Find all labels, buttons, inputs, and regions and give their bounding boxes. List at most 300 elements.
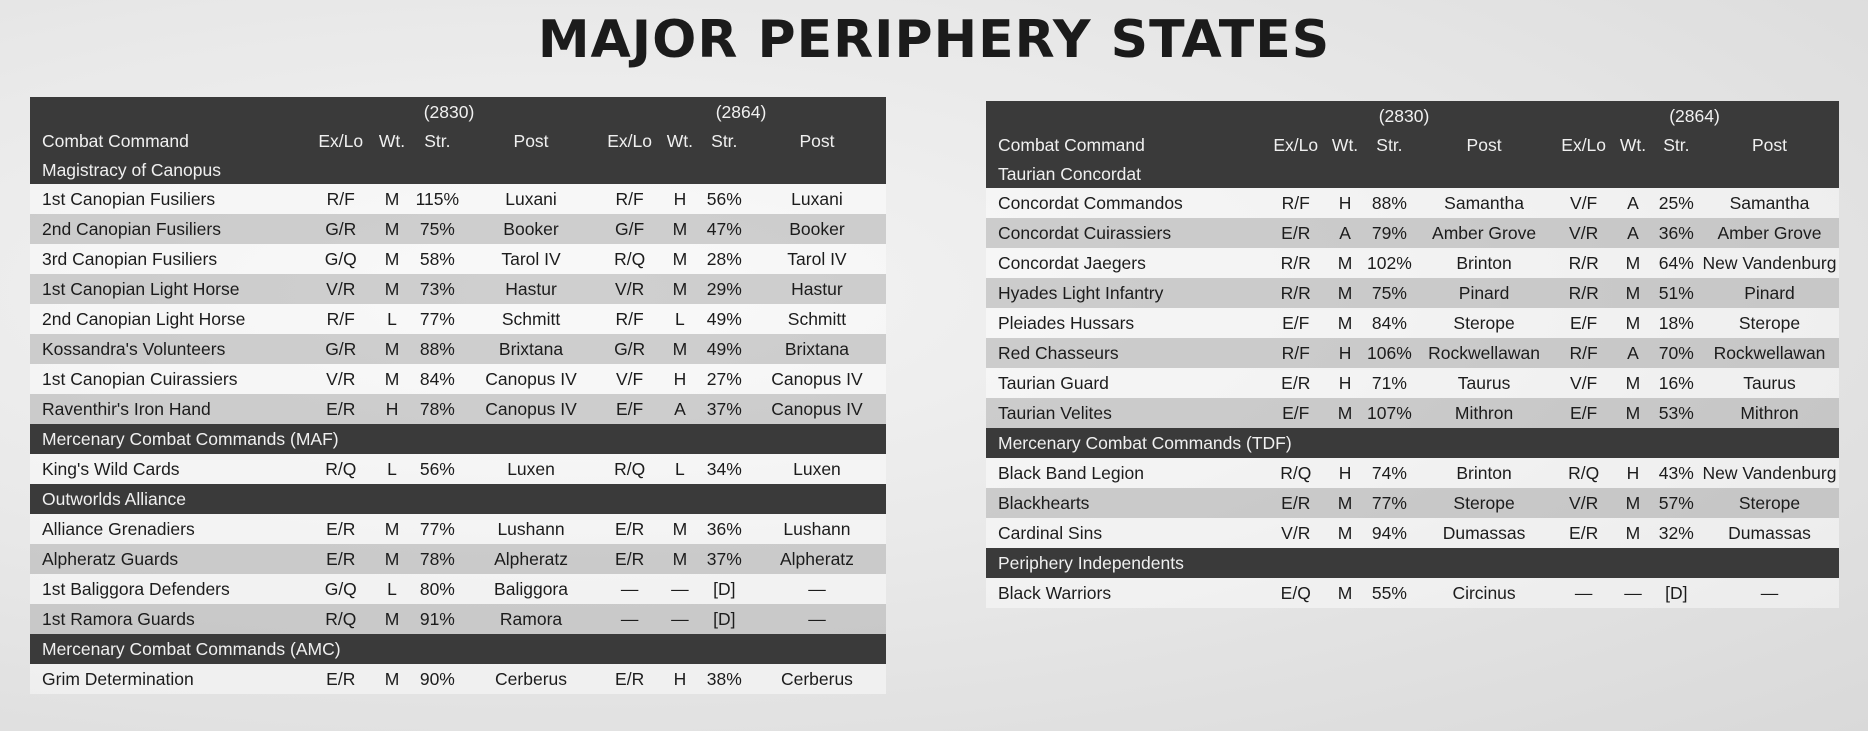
table-cell: H [1626, 462, 1640, 483]
table-cell: Mithron [1454, 402, 1514, 423]
table-cell: E/R [326, 518, 356, 539]
taurian-concordat-table [986, 101, 1839, 608]
column-header: Post [513, 131, 549, 151]
table-cell: M [672, 218, 688, 239]
table-row [30, 304, 886, 334]
table-cell: M [672, 278, 688, 299]
table-row [986, 368, 1839, 398]
table-cell: 27% [706, 368, 742, 389]
table-cell: 51% [1658, 282, 1694, 303]
table-header [30, 97, 886, 184]
table-row [30, 514, 886, 544]
unit-name: Blackhearts [998, 492, 1090, 513]
unit-name: Pleiades Hussars [998, 312, 1135, 333]
unit-name: Concordat Cuirassiers [998, 222, 1172, 243]
table-cell: R/F [615, 308, 644, 329]
table-cell: G/R [614, 338, 646, 359]
table-cell: Brixtana [784, 338, 850, 359]
table-row [30, 334, 886, 364]
section-heading [986, 428, 1839, 458]
table-cell: V/R [1281, 522, 1311, 543]
table-cell: New Vandenburg [1702, 462, 1837, 483]
table-cell: Alpheratz [494, 548, 568, 569]
table-cell: Dumassas [1728, 522, 1811, 543]
table-row [986, 398, 1839, 428]
page-title: MAJOR PERIPHERY STATES [537, 10, 1331, 70]
table-cell: 49% [706, 338, 742, 359]
table-cell: H [385, 398, 399, 419]
header-year-2864: (2864) [1669, 105, 1720, 126]
table-cell: R/R [1568, 282, 1599, 303]
table-cell: E/Q [1280, 582, 1311, 603]
table-row [986, 308, 1839, 338]
table-cell: H [673, 368, 687, 389]
unit-name: Cardinal Sins [998, 522, 1103, 543]
table-cell: H [1338, 192, 1352, 213]
table-cell: 84% [1371, 312, 1407, 333]
table-cell: Booker [503, 218, 559, 239]
unit-name: Black Band Legion [998, 462, 1144, 483]
unit-name: Grim Determination [42, 668, 194, 689]
table-cell: 88% [1371, 192, 1407, 213]
table-cell: Schmitt [787, 308, 847, 329]
table-cell: 77% [1371, 492, 1407, 513]
column-header: Wt. [1331, 135, 1359, 155]
table-cell: 94% [1371, 522, 1407, 543]
table-cell: Cerberus [495, 668, 568, 689]
faction-label: Magistracy of Canopus [42, 159, 221, 180]
table-cell: — [620, 608, 639, 629]
table-cell: R/R [1280, 252, 1311, 273]
table-cell: 16% [1658, 372, 1694, 393]
table-cell: E/F [1282, 402, 1310, 423]
column-header: Str. [1663, 135, 1690, 155]
column-header: Post [1751, 135, 1787, 155]
table-cell: R/F [326, 308, 355, 329]
table-cell: 64% [1658, 252, 1694, 273]
table-cell: Hastur [791, 278, 843, 299]
table-row [30, 394, 886, 424]
table-row [30, 454, 886, 484]
table-cell: M [1625, 312, 1641, 333]
table-cell: M [672, 248, 688, 269]
table-cell: L [675, 458, 685, 479]
table-cell: — [671, 608, 689, 629]
table-cell: Cerberus [780, 668, 853, 689]
table-cell: Schmitt [501, 308, 561, 329]
table-cell: Sterope [1738, 312, 1801, 333]
column-header: Combat Command [42, 131, 189, 151]
table-cell: E/R [615, 518, 645, 539]
table-cell: M [1337, 252, 1353, 273]
unit-name: Kossandra's Volunteers [42, 338, 226, 359]
table-cell: L [675, 308, 685, 329]
table-cell: Brinton [1456, 252, 1512, 273]
table-cell: [D] [713, 608, 736, 629]
table-cell: M [384, 188, 400, 209]
table-cell: Ramora [499, 608, 563, 629]
section-label: Outworlds Alliance [42, 488, 186, 509]
table-cell: 84% [419, 368, 455, 389]
table-cell: Booker [789, 218, 845, 239]
table-cell: — [620, 578, 639, 599]
table-cell: 37% [706, 398, 742, 419]
unit-name: 1st Ramora Guards [42, 608, 195, 629]
table-cell: 88% [419, 338, 455, 359]
table-cell: — [671, 578, 689, 599]
column-header: Wt. [378, 131, 406, 151]
table-cell: M [384, 248, 400, 269]
table-cell: Alpheratz [779, 548, 854, 569]
table-cell: 74% [1371, 462, 1407, 483]
table-row [986, 458, 1839, 488]
canopus-outworlds-table [30, 97, 886, 694]
table-cell: Dumassas [1442, 522, 1526, 543]
column-header: Wt. [1619, 135, 1647, 155]
unit-name: Raventhir's Iron Hand [42, 398, 211, 419]
table-cell: M [384, 338, 400, 359]
table-cell: R/Q [1568, 462, 1600, 483]
section-label: Mercenary Combat Commands (MAF) [42, 428, 339, 449]
column-header: Ex/Lo [318, 131, 364, 151]
table-cell: H [673, 188, 687, 209]
column-header: Combat Command [998, 135, 1145, 155]
header-column-row [986, 131, 1839, 160]
table-cell: Brixtana [498, 338, 564, 359]
table-cell: R/R [1280, 282, 1311, 303]
table-cell: G/R [325, 218, 357, 239]
section-heading [986, 548, 1839, 578]
table-cell: H [1338, 342, 1352, 363]
table-cell: V/F [616, 368, 644, 389]
table-cell: 57% [1658, 492, 1694, 513]
section-label: Mercenary Combat Commands (TDF) [998, 432, 1292, 453]
table-cell: Hastur [505, 278, 557, 299]
table-cell: 102% [1367, 252, 1412, 273]
table-cell: Pinard [1458, 282, 1510, 303]
table-cell: 28% [706, 248, 742, 269]
table-cell: R/Q [614, 458, 646, 479]
table-cell: M [384, 608, 400, 629]
unit-name: Black Warriors [998, 582, 1112, 603]
table-cell: E/R [326, 548, 356, 569]
table-cell: Lushann [783, 518, 851, 539]
table-cell: M [1625, 402, 1641, 423]
table-cell: M [384, 368, 400, 389]
faction-heading [986, 160, 1839, 188]
table-cell: — [1624, 582, 1642, 603]
table-cell: Taurus [1743, 372, 1796, 393]
table-cell: H [673, 668, 687, 689]
table-cell: 43% [1658, 462, 1694, 483]
table-row [30, 544, 886, 574]
table-cell: M [384, 218, 400, 239]
table-cell: 25% [1658, 192, 1694, 213]
table-cell: M [384, 668, 400, 689]
table-cell: M [1625, 282, 1641, 303]
table-cell: Luxani [505, 188, 557, 209]
unit-name: Red Chasseurs [998, 342, 1119, 363]
table-cell: Rockwellawan [1428, 342, 1540, 363]
table-cell: Sterope [1453, 312, 1515, 333]
table-cell: A [1627, 192, 1639, 213]
table-cell: V/R [326, 368, 356, 389]
table-cell: Canopus IV [485, 398, 577, 419]
table-cell: 47% [706, 218, 742, 239]
table-row [30, 274, 886, 304]
unit-name: King's Wild Cards [42, 458, 180, 479]
table-cell: R/F [615, 188, 644, 209]
unit-name: Concordat Commandos [998, 192, 1183, 213]
header-year-2830: (2830) [1378, 105, 1430, 126]
table-cell: 56% [419, 458, 455, 479]
table-cell: 58% [419, 248, 455, 269]
table-cell: 70% [1658, 342, 1694, 363]
table-cell: 80% [419, 578, 455, 599]
table-row [986, 218, 1839, 248]
table-cell: A [1627, 342, 1639, 363]
unit-name: 1st Canopian Fusiliers [42, 188, 216, 209]
table-cell: V/R [326, 278, 356, 299]
table-cell: H [1338, 372, 1352, 393]
table-cell: Samantha [1729, 192, 1810, 213]
table-cell: — [808, 578, 826, 599]
table-cell: Samantha [1444, 192, 1524, 213]
table-row [986, 278, 1839, 308]
table-cell: — [1574, 582, 1593, 603]
column-header: Ex/Lo [1561, 135, 1607, 155]
table-cell: 107% [1367, 402, 1412, 423]
header-year-2830: (2830) [423, 101, 475, 122]
table-cell: M [672, 518, 688, 539]
table-cell: G/R [325, 338, 357, 359]
table-cell: 56% [706, 188, 742, 209]
section-heading [30, 634, 886, 664]
table-cell: Canopus IV [771, 398, 863, 419]
table-cell: 79% [1371, 222, 1407, 243]
column-header: Ex/Lo [1273, 135, 1319, 155]
table-cell: M [1337, 402, 1353, 423]
table-cell: Baliggora [494, 578, 568, 599]
header-year-row [30, 97, 886, 127]
table-cell: G/Q [324, 578, 357, 599]
table-cell: Canopus IV [771, 368, 863, 389]
table-cell: 115% [415, 188, 460, 209]
table-cell: V/F [1570, 372, 1598, 393]
table-cell: 34% [706, 458, 742, 479]
table-cell: V/R [1569, 492, 1599, 513]
unit-name: 1st Canopian Cuirassiers [42, 368, 238, 389]
table-cell: 77% [419, 308, 455, 329]
column-header: Wt. [666, 131, 694, 151]
table-row [30, 604, 886, 634]
table-cell: R/Q [614, 248, 646, 269]
table-cell: R/Q [325, 608, 357, 629]
faction-heading [30, 156, 886, 184]
table-cell: 106% [1367, 342, 1412, 363]
table-cell: E/R [1281, 372, 1311, 393]
table-cell: G/Q [324, 248, 357, 269]
table-cell: V/R [1569, 222, 1599, 243]
table-row [986, 338, 1839, 368]
unit-name: Alliance Grenadiers [42, 518, 195, 539]
table-cell: 32% [1658, 522, 1694, 543]
table-cell: M [1337, 522, 1353, 543]
table-cell: Luxen [793, 458, 841, 479]
column-header: Post [799, 131, 835, 151]
table-cell: Canopus IV [485, 368, 577, 389]
unit-name: 2nd Canopian Light Horse [42, 308, 246, 329]
table-cell: R/Q [1280, 462, 1312, 483]
table-cell: R/F [326, 188, 355, 209]
table-row [986, 578, 1839, 608]
table-cell: — [1760, 582, 1779, 603]
table-cell: 78% [419, 548, 455, 569]
section-heading [30, 424, 886, 454]
table-cell: M [1625, 252, 1641, 273]
table-cell: Tarol IV [787, 248, 847, 269]
table-cell: M [1625, 372, 1641, 393]
table-row [30, 214, 886, 244]
table-header [986, 101, 1839, 188]
table-cell: Brinton [1456, 462, 1512, 483]
section-label: Periphery Independents [998, 552, 1184, 573]
table-row [30, 574, 886, 604]
column-header: Post [1466, 135, 1502, 155]
column-header: Ex/Lo [607, 131, 652, 151]
section-label: Mercenary Combat Commands (AMC) [42, 638, 341, 659]
table-cell: E/R [326, 668, 356, 689]
table-cell: Tarol IV [501, 248, 561, 269]
table-cell: M [384, 548, 400, 569]
table-cell: M [1337, 312, 1353, 333]
header-year-row [986, 101, 1839, 131]
table-cell: 73% [419, 278, 455, 299]
table-cell: Luxani [791, 188, 843, 209]
table-cell: 36% [706, 518, 742, 539]
table-cell: 75% [1371, 282, 1407, 303]
table-cell: Rockwellawan [1713, 342, 1826, 363]
unit-name: Concordat Jaegers [998, 252, 1146, 273]
table-cell: E/F [616, 398, 644, 419]
table-cell: R/Q [325, 458, 357, 479]
table-cell: New Vandenburg [1702, 252, 1837, 273]
table-cell: 90% [419, 668, 455, 689]
table-cell: 91% [419, 608, 455, 629]
table-cell: Mithron [1740, 402, 1799, 423]
table-cell: 78% [419, 398, 455, 419]
table-cell: 29% [706, 278, 742, 299]
table-cell: Sterope [1453, 492, 1515, 513]
table-cell: 55% [1371, 582, 1407, 603]
table-row [986, 248, 1839, 278]
table-cell: Lushann [497, 518, 565, 539]
table-cell: L [387, 458, 397, 479]
table-cell: — [808, 608, 826, 629]
column-header: Str. [711, 131, 738, 151]
table-cell: 53% [1658, 402, 1694, 423]
table-cell: 77% [419, 518, 455, 539]
table-cell: 38% [706, 668, 742, 689]
column-header: Str. [1376, 135, 1403, 155]
table-cell: Luxen [507, 458, 555, 479]
table-cell: M [1625, 522, 1641, 543]
section-heading [30, 484, 886, 514]
table-cell: Taurus [1457, 372, 1511, 393]
faction-label: Taurian Concordat [998, 163, 1141, 184]
table-cell: 37% [706, 548, 742, 569]
table-cell: V/R [615, 278, 645, 299]
table-cell: A [674, 398, 686, 419]
table-cell: [D] [1665, 582, 1688, 603]
table-cell: R/R [1568, 252, 1599, 273]
table-cell: M [1337, 492, 1353, 513]
unit-name: 1st Canopian Light Horse [42, 278, 240, 299]
table-cell: E/R [1281, 222, 1311, 243]
table-cell: Pinard [1744, 282, 1795, 303]
table-row [986, 488, 1839, 518]
table-cell: R/F [1281, 192, 1310, 213]
table-cell: 18% [1658, 312, 1694, 333]
table-cell: E/R [1569, 522, 1599, 543]
unit-name: Hyades Light Infantry [998, 282, 1164, 303]
table-cell: R/F [1569, 342, 1598, 363]
table-cell: M [672, 338, 688, 359]
table-cell: Sterope [1738, 492, 1801, 513]
unit-name: 2nd Canopian Fusiliers [42, 218, 221, 239]
table-row [30, 244, 886, 274]
table-cell: 49% [706, 308, 742, 329]
table-cell: Amber Grove [1717, 222, 1822, 243]
header-column-row [30, 127, 886, 156]
table-cell: E/R [615, 548, 645, 569]
table-cell: E/F [1570, 312, 1598, 333]
table-cell: A [1339, 222, 1351, 243]
unit-name: Alpheratz Guards [42, 548, 179, 569]
table-cell: [D] [713, 578, 736, 599]
table-cell: M [384, 518, 400, 539]
table-cell: M [1337, 282, 1353, 303]
table-row [986, 518, 1839, 548]
table-cell: A [1627, 222, 1639, 243]
table-cell: L [387, 308, 397, 329]
table-cell: 36% [1658, 222, 1694, 243]
table-row [30, 184, 886, 214]
table-cell: M [1625, 492, 1641, 513]
table-cell: V/F [1570, 192, 1598, 213]
table-row [986, 188, 1839, 218]
table-cell: L [387, 578, 397, 599]
column-header: Str. [424, 131, 451, 151]
table-cell: 71% [1371, 372, 1407, 393]
unit-name: 1st Baliggora Defenders [42, 578, 230, 599]
unit-name: Taurian Velites [998, 402, 1112, 423]
table-row [30, 664, 886, 694]
table-cell: Amber Grove [1432, 222, 1537, 243]
table-cell: E/R [326, 398, 356, 419]
table-cell: E/R [615, 668, 645, 689]
table-cell: R/F [1281, 342, 1310, 363]
table-cell: M [672, 548, 688, 569]
table-cell: G/F [615, 218, 645, 239]
table-cell: E/F [1282, 312, 1310, 333]
table-row [30, 364, 886, 394]
table-cell: Circinus [1452, 582, 1516, 603]
table-cell: E/R [1281, 492, 1311, 513]
unit-name: 3rd Canopian Fusiliers [42, 248, 218, 269]
header-year-2864: (2864) [715, 101, 767, 122]
table-cell: H [1338, 462, 1352, 483]
